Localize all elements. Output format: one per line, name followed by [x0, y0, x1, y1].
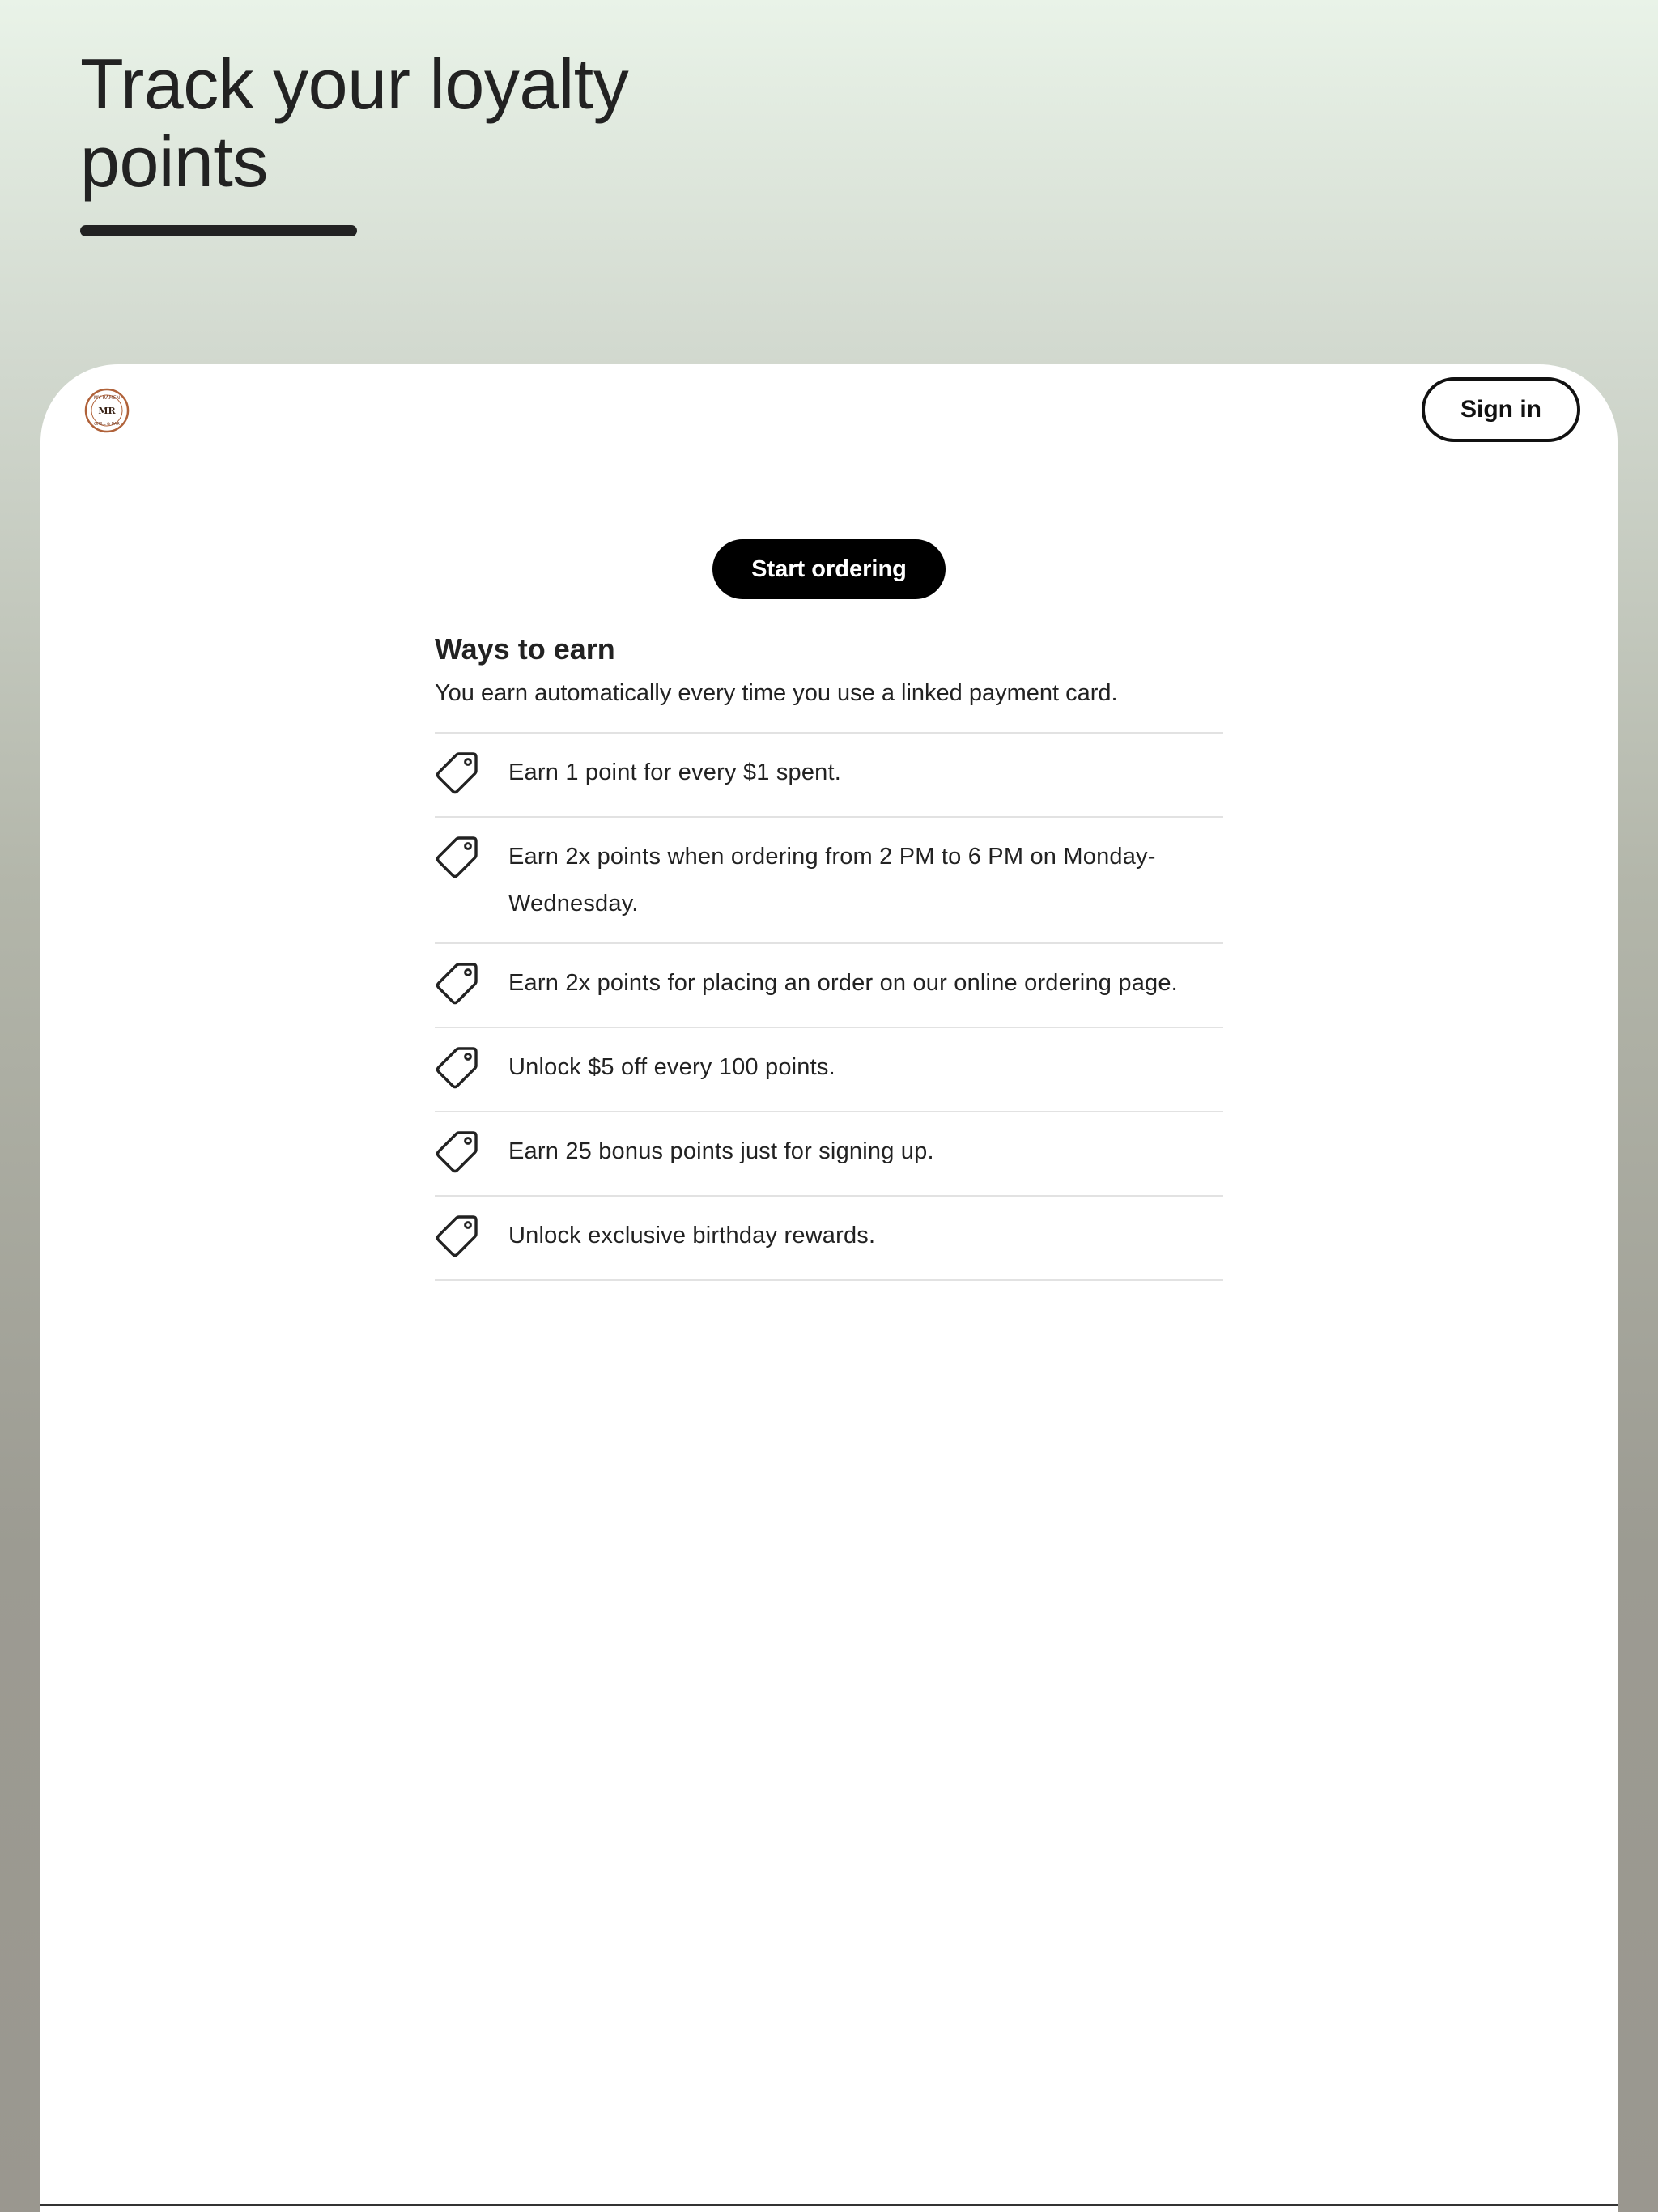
sign-in-button[interactable]: Sign in	[1422, 377, 1580, 442]
earn-item-text: Earn 1 point for every $1 spent.	[508, 759, 842, 785]
earn-item-text: Earn 25 bonus points just for signing up.	[508, 1138, 934, 1164]
tag-icon	[435, 1129, 480, 1174]
earn-item-text: Earn 2x points when ordering from 2 PM to 6 PM on Monday-Wednesday.	[508, 844, 1156, 917]
tag-icon	[435, 1213, 480, 1258]
list-item	[435, 1197, 1223, 1281]
list-item	[435, 1112, 1223, 1197]
earn-list	[435, 732, 1223, 1281]
list-item	[435, 1028, 1223, 1112]
loyalty-card	[40, 364, 1618, 2212]
svg-text:GRILL & BAR: GRILL & BAR	[94, 422, 120, 427]
restaurant-logo-icon[interactable]	[84, 388, 130, 433]
ways-to-earn-description: You earn automatically every time you use a linked payment card.	[435, 680, 1118, 706]
svg-text:MR: MR	[98, 406, 116, 416]
tag-icon	[435, 834, 480, 879]
list-item	[435, 734, 1223, 818]
svg-text:MY RAMEN: MY RAMEN	[93, 395, 121, 401]
page-title: Track your loyalty points	[80, 44, 629, 202]
earn-item-text: Earn 2x points for placing an order on our online ordering page.	[508, 970, 1178, 996]
earn-item-text: Unlock exclusive birthday rewards.	[508, 1223, 876, 1249]
list-item	[435, 944, 1223, 1028]
earn-item-text: Unlock $5 off every 100 points.	[508, 1054, 835, 1080]
title-underline	[80, 225, 357, 236]
tag-icon	[435, 960, 480, 1006]
ways-to-earn-heading: Ways to earn	[435, 632, 615, 666]
tag-icon	[435, 1044, 480, 1090]
start-ordering-button[interactable]: Start ordering	[712, 539, 946, 599]
ways-to-earn-section	[435, 632, 1223, 1281]
divider	[40, 2204, 1618, 2206]
list-item	[435, 818, 1223, 944]
tag-icon	[435, 750, 480, 795]
